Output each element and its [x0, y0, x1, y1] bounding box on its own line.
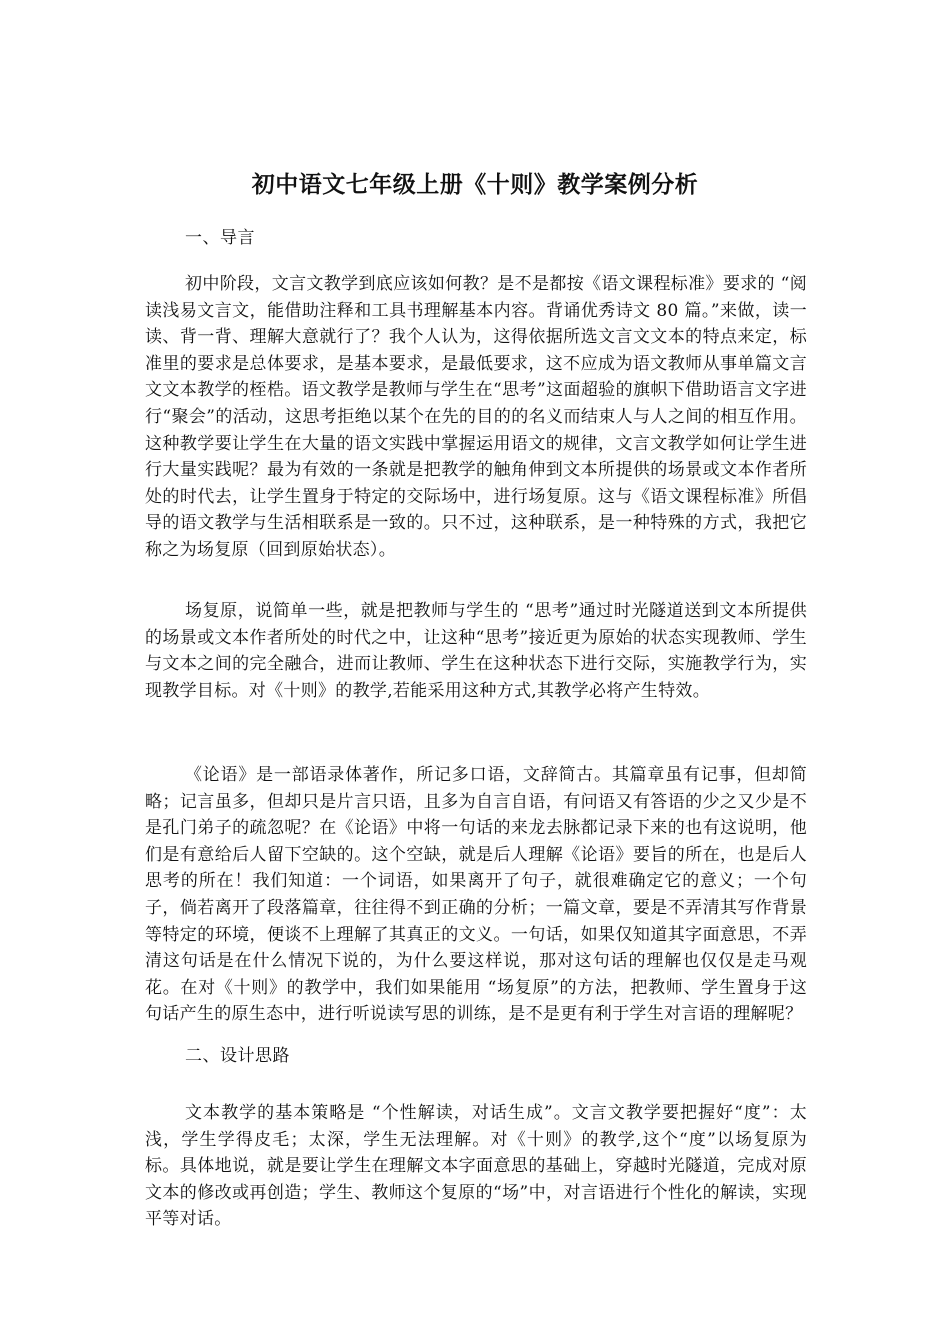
paragraph: 文本教学的基本策略是 “个性解读，对话生成”。文言文教学要把握好“度”：太浅，学生学得皮毛；太深，学生无法理解。对《十则》的教学,这个“度”以场复原为标。具体地说，就是要让学生在理解文本字面意思的基础上，穿越时光隧道，完成对原文本的修改或再创造；学生、教师这个复原的“场”中，对言语进行个性化的解读，实现平等对话。 [145, 1103, 807, 1230]
page-title: 初中语文七年级上册《十则》教学案例分析 [251, 172, 699, 198]
paragraph: 初中阶段，文言文教学到底应该如何教？是不是都按《语文课程标准》要求的 “阅读浅易文言文，能借助注释和工具书理解基本内容。背诵优秀诗文 80 篇。”来做，读一读、背一背、理解大意就行了？我个人认为，这得依据所选文言文文本的特点来定，标准里的要求是总体要求，是基本要求，是最低要求，这不应成为语文教师从事单篇文言文文本教学的桎梏。语文教学是教师与学生在“思考”这面超验的旗帜下借助语言文字进行“聚会”的活动，这思考拒绝以某个在先的目的的名义而结束人与人之间的相互作用。这种教学要让学生在大量的语文实践中掌握运用语文的规律，文言文教学如何让学生进行大量实践呢？最为有效的一条就是把教学的触角伸到文本所提供的场景或文本作者所处的时代去，让学生置身于特定的交际场中，进行场复原。这与《语文课程标准》所倡导的语文教学与生活相联系是一致的。只不过，这种联系，是一种特殊的方式，我把它称之为场复原（回到原始状态）。 [145, 274, 807, 560]
paragraph: 场复原，说简单一些，就是把教师与学生的 “思考”通过时光隧道送到文本所提供的场景或文本作者所处的时代之中，让这种“思考”接近更为原始的状态实现教师、学生与文本之间的完全融合，进而让教师、学生在这种状态下进行交际，实施教学行为，实现教学目标。对《十则》的教学,若能采用这种方式,其教学必将产生特效。 [145, 601, 807, 701]
section-heading-intro: 一、导言 [185, 228, 255, 248]
section-heading-design: 二、设计思路 [185, 1046, 290, 1066]
paragraph: 《论语》是一部语录体著作，所记多口语，文辞简古。其篇章虽有记事，但却简略；记言虽多，但却只是片言只语，且多为自言自语，有问语又有答语的少之又少是不是孔门弟子的疏忽呢？在《论语》中将一句话的来龙去脉都记录下来的也有这说明，他们是有意给后人留下空缺的。这个空缺，就是后人理解《论语》要旨的所在，也是后人思考的所在！我们知道：一个词语，如果离开了句子，就很难确定它的意义；一个句子，倘若离开了段落篇章，往往得不到正确的分析；一篇文章，要是不弄清其写作背景等特定的环境，便谈不上理解了其真正的文义。一句话，如果仅知道其字面意思，不弄清这句话是在什么情况下说的，为什么要这样说，那对这句话的理解也仅仅是走马观花。在对《十则》的教学中，我们如果能用 “场复原”的方法，把教师、学生置身于这句话产生的原生态中，进行听说读写思的训练，是不是更有利于学生对言语的理解呢？ [145, 765, 807, 1025]
